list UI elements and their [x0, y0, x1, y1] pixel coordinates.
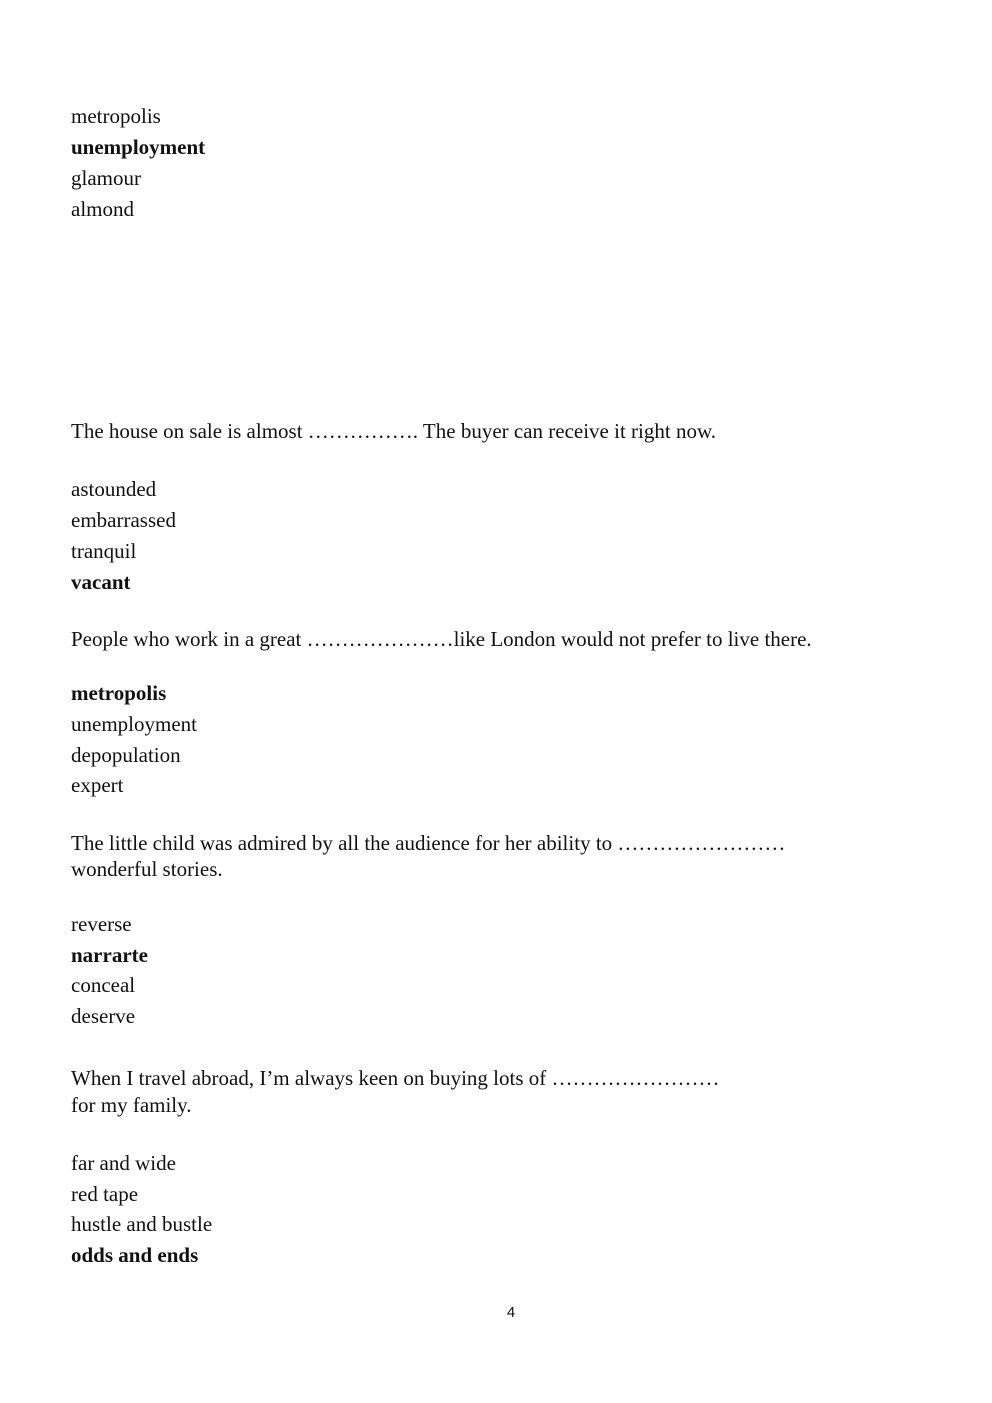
q3-option-narrarte-answer: narrarte: [71, 943, 148, 967]
q2-option-depopulation: depopulation: [71, 743, 181, 767]
question-1: The house on sale is almost ……………. The buyer can receive it right now.: [71, 419, 717, 443]
q3-option-deserve: deserve: [71, 1004, 136, 1028]
q4-option-odds-and-ends-answer: odds and ends: [71, 1243, 199, 1267]
option-metropolis: metropolis: [71, 104, 161, 128]
option-unemployment-answer: unemployment: [71, 135, 206, 159]
option-glamour: glamour: [71, 166, 141, 190]
q4-option-hustle-and-bustle: hustle and bustle: [71, 1212, 213, 1236]
q1-option-astounded: astounded: [71, 477, 157, 501]
q1-option-vacant-answer: vacant: [71, 570, 131, 594]
question-4-line-1: When I travel abroad, I’m always keen on buying lots of ……………………: [71, 1066, 720, 1090]
q1-option-embarrassed: embarrassed: [71, 508, 176, 532]
question-3-line-2: wonderful stories.: [71, 857, 223, 881]
q2-option-expert: expert: [71, 773, 124, 797]
q2-option-metropolis-answer: metropolis: [71, 681, 167, 705]
question-4-line-2: for my family.: [71, 1093, 192, 1117]
q4-option-far-and-wide: far and wide: [71, 1151, 176, 1175]
q3-option-conceal: conceal: [71, 973, 136, 997]
q1-option-tranquil: tranquil: [71, 539, 137, 563]
q3-option-reverse: reverse: [71, 912, 132, 936]
question-2: People who work in a great …………………like London would not prefer to live there.: [71, 627, 812, 651]
question-3-line-1: The little child was admired by all the audience for her ability to ……………………: [71, 831, 786, 855]
q2-option-unemployment: unemployment: [71, 712, 197, 736]
q4-option-red-tape: red tape: [71, 1182, 139, 1206]
page-number: 4: [506, 1304, 516, 1321]
option-almond: almond: [71, 197, 134, 221]
